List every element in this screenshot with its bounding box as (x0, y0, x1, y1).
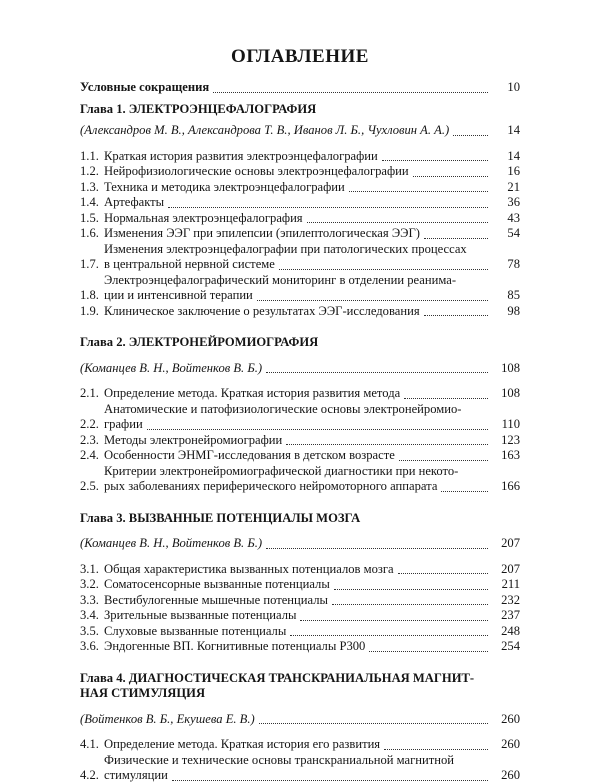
entry-body (104, 402, 520, 433)
entry-text: Техника и методика электроэнцефалографии (104, 179, 345, 194)
dot-leader (172, 780, 488, 781)
spacer (80, 376, 520, 386)
entry-body (104, 149, 520, 165)
entry-line (104, 402, 520, 418)
entry-body (104, 211, 520, 227)
entry-number: 2.5. (80, 479, 99, 493)
chapter-authors[interactable] (80, 123, 520, 139)
entry-text: Зрительные вызванные потенциалы (104, 608, 297, 622)
entry-line (104, 180, 520, 196)
entry-line (104, 464, 520, 480)
spacer (80, 495, 520, 511)
entry-line (104, 737, 520, 753)
entry-line (104, 195, 520, 211)
toc-entry[interactable] (80, 226, 520, 242)
toc-entry[interactable] (80, 433, 520, 449)
chapter-block (80, 495, 520, 655)
entry-text: Общая характеристика вызванных потенциалов мозга (104, 561, 394, 576)
dot-leader (404, 398, 488, 399)
page-number: 54 (507, 226, 520, 240)
page-number: 98 (507, 303, 520, 318)
toc-entry[interactable] (80, 242, 520, 273)
authors-text: (Команцев В. Н., Войтенков В. Б.) (80, 536, 263, 550)
entry-text: Электроэнцефалографический мониторинг в отделении реанима- (104, 272, 457, 287)
entry-number: 2.2. (80, 417, 99, 431)
dot-leader (424, 315, 488, 316)
entry-number: 2.4. (80, 448, 99, 462)
entry-text: Эндогенные ВП. Когнитивные потенциалы Р300 (104, 639, 366, 653)
dot-leader (279, 269, 488, 270)
dot-leader (334, 589, 488, 590)
entry-line (104, 624, 520, 640)
chapter-block (80, 319, 520, 495)
spacer (80, 319, 520, 335)
page-number: 260 (501, 737, 520, 751)
toc-entry[interactable] (80, 448, 520, 464)
page-title: ОГЛАВЛЕНИЕ (231, 46, 369, 67)
entry-text: Изменения ЭЭГ при эпилепсии (эпилептологическая ЭЭГ) (104, 226, 420, 240)
entry-line (104, 479, 520, 495)
page-number: 110 (501, 417, 520, 431)
page-number: 248 (501, 623, 520, 638)
page-number: 78 (507, 257, 520, 271)
entry-text: Анатомические и патофизиологические основы электронейромио- (104, 401, 462, 416)
chapter-block (80, 96, 520, 320)
toc-abbreviations-label: Условные сокращения (80, 80, 210, 94)
entry-number: 1.8. (80, 288, 99, 302)
dot-leader (441, 491, 488, 492)
entry-line (104, 226, 520, 242)
entry-number: 1.6. (80, 226, 99, 240)
page-number: 14 (507, 148, 520, 163)
entry-text: Краткая история развития электроэнцефалографии (104, 148, 378, 163)
dot-leader (266, 372, 488, 373)
toc-entry[interactable] (80, 402, 520, 433)
entry-text: стимуляции (104, 768, 168, 782)
entry-line (104, 257, 520, 273)
chapter-heading[interactable]: Глава 2. ЭЛЕКТРОНЕЙРОМИОГРАФИЯ (80, 335, 319, 349)
dot-leader (266, 548, 488, 549)
entry-number: 1.2. (80, 164, 99, 178)
page-number: 207 (501, 536, 520, 550)
entry-body (104, 180, 520, 196)
entry-body (104, 639, 520, 655)
entry-text: Соматосенсорные вызванные потенциалы (104, 577, 330, 591)
chapter-authors[interactable] (80, 536, 520, 552)
entry-text: Нормальная электроэнцефалография (104, 210, 303, 225)
entry-text: Определение метода. Краткая история развития метода (104, 386, 401, 400)
page-number: 211 (501, 577, 520, 591)
dot-leader (286, 444, 488, 445)
toc-entry[interactable] (80, 593, 520, 609)
page-number: 108 (501, 360, 520, 375)
spacer (80, 139, 520, 149)
authors-text: (Команцев В. Н., Войтенков В. Б.) (80, 360, 263, 375)
authors-text: (Александров М. В., Александрова Т. В., Иванов Л. Б., Чухловин А. А.) (80, 123, 450, 137)
entry-number: 1.7. (80, 257, 99, 271)
toc-entry[interactable] (80, 164, 520, 180)
page-number: 43 (507, 210, 520, 225)
entry-body (104, 433, 520, 449)
dot-leader (213, 92, 488, 93)
toc-entry[interactable] (80, 639, 520, 655)
entry-line (104, 288, 520, 304)
page-number: 260 (501, 768, 520, 782)
dot-leader (398, 573, 488, 574)
entry-number: 1.3. (80, 179, 99, 194)
entry-body (104, 753, 520, 784)
entry-text: Определение метода. Краткая история его развития (104, 737, 381, 751)
page-number: 85 (507, 288, 520, 302)
spacer (80, 552, 520, 562)
entry-line (104, 768, 520, 784)
entry-number: 2.1. (80, 386, 99, 400)
dot-leader (384, 749, 488, 750)
entry-line (104, 211, 520, 227)
entry-line (104, 608, 520, 624)
dot-leader (424, 238, 488, 239)
chapter-authors[interactable] (80, 361, 520, 377)
entry-number: 3.2. (80, 577, 99, 591)
entry-body (104, 195, 520, 211)
entry-text: рых заболеваниях периферического нейромоторного аппарата (104, 479, 438, 493)
chapter-heading[interactable]: НАЯ СТИМУЛЯЦИЯ (80, 686, 206, 700)
page-number: 260 (501, 711, 520, 726)
dot-leader (349, 191, 488, 192)
entry-number: 2.3. (80, 432, 99, 447)
toc-entry[interactable] (80, 577, 520, 593)
entry-line (104, 304, 520, 320)
chapter-heading[interactable]: Глава 1. ЭЛЕКТРОЭНЦЕФАЛОГРАФИЯ (80, 101, 317, 116)
entry-line (104, 149, 520, 165)
dot-leader (399, 460, 488, 461)
page-number: 16 (507, 164, 520, 178)
entry-body (104, 737, 520, 753)
entry-text: Методы электронейромиографии (104, 432, 283, 447)
entry-text: графии (104, 417, 143, 431)
authors-text: (Войтенков В. Б., Екушева Е. В.) (80, 711, 255, 726)
entry-body (104, 226, 520, 242)
page-number: 254 (501, 639, 520, 653)
dot-leader (307, 222, 488, 223)
page-number: 108 (501, 386, 520, 400)
dot-leader (257, 300, 488, 301)
toc-entry[interactable] (80, 149, 520, 165)
entry-line (104, 273, 520, 289)
entry-line (104, 577, 520, 593)
page-number: 10 (507, 80, 520, 94)
toc-abbreviations[interactable] (80, 80, 520, 96)
entry-body (104, 304, 520, 320)
entry-number: 1.5. (80, 210, 99, 225)
entry-line (104, 448, 520, 464)
page-number: 14 (507, 123, 520, 137)
toc-entry[interactable] (80, 753, 520, 784)
page-number: 166 (501, 479, 520, 493)
entry-text: Слуховые вызванные потенциалы (104, 623, 287, 638)
entry-line (104, 417, 520, 433)
toc-entry[interactable] (80, 608, 520, 624)
entry-body (104, 593, 520, 609)
entry-line (104, 433, 520, 449)
dot-leader (290, 635, 488, 636)
toc-entry[interactable] (80, 464, 520, 495)
page-number: 232 (501, 592, 520, 607)
chapter-heading[interactable]: Глава 4. ДИАГНОСТИЧЕСКАЯ ТРАНСКРАНИАЛЬНАЯ МАГНИТ- (80, 670, 475, 685)
entry-line (104, 386, 520, 402)
toc-entry[interactable] (80, 737, 520, 753)
dot-leader (413, 176, 488, 177)
entry-body (104, 273, 520, 304)
spacer (80, 351, 520, 361)
entry-body (104, 577, 520, 593)
entry-text: Критерии электронейромиографической диагностики при некото- (104, 463, 459, 478)
dot-leader (369, 651, 488, 652)
entry-number: 3.3. (80, 592, 99, 607)
chapter-block (80, 655, 520, 784)
entry-line (104, 639, 520, 655)
toc-entry[interactable] (80, 180, 520, 196)
dot-leader (259, 723, 488, 724)
page-number: 163 (501, 448, 520, 462)
entry-number: 3.4. (80, 608, 99, 622)
entry-text: Изменения электроэнцефалографии при патологических процессах (104, 241, 467, 256)
spacer (80, 727, 520, 737)
entry-line (104, 164, 520, 180)
entry-body (104, 464, 520, 495)
entry-body (104, 242, 520, 273)
chapter-authors[interactable] (80, 712, 520, 728)
toc-entry[interactable] (80, 386, 520, 402)
entry-line (104, 753, 520, 769)
entry-number: 1.9. (80, 303, 99, 318)
entry-line (104, 242, 520, 258)
dot-leader (332, 604, 488, 605)
entry-number: 3.1. (80, 561, 99, 576)
entry-body (104, 386, 520, 402)
toc-entry[interactable] (80, 211, 520, 227)
entry-line (104, 562, 520, 578)
spacer (80, 526, 520, 536)
entry-text: Артефакты (104, 195, 165, 209)
page-number: 237 (501, 608, 520, 622)
chapter-heading[interactable]: Глава 3. ВЫЗВАННЫЕ ПОТЕНЦИАЛЫ МОЗГА (80, 510, 361, 525)
spacer (80, 655, 520, 671)
dot-leader (382, 160, 488, 161)
toc-entry[interactable] (80, 624, 520, 640)
entry-number: 1.1. (80, 148, 99, 163)
toc-entry[interactable] (80, 304, 520, 320)
toc-entry[interactable] (80, 273, 520, 304)
entry-body (104, 562, 520, 578)
dot-leader (453, 135, 488, 136)
entry-number: 3.5. (80, 623, 99, 638)
entry-number: 3.6. (80, 639, 99, 653)
entry-text: ции и интенсивной терапии (104, 288, 253, 302)
page-number: 207 (501, 561, 520, 576)
entry-number: 4.1. (80, 737, 99, 751)
entry-number: 4.2. (80, 768, 99, 782)
entry-text: в центральной нервной системе (104, 257, 275, 271)
entry-text: Физические и технические основы транскраниальной магнитной (104, 752, 455, 767)
entry-body (104, 448, 520, 464)
dot-leader (300, 620, 488, 621)
chapter-list (80, 96, 520, 784)
dot-leader (147, 429, 488, 430)
entry-body (104, 164, 520, 180)
entry-text: Особенности ЭНМГ-исследования в детском возрасте (104, 448, 395, 462)
page-number: 36 (507, 195, 520, 209)
entry-line (104, 593, 520, 609)
toc-entry[interactable] (80, 195, 520, 211)
entry-body (104, 624, 520, 640)
dot-leader (168, 207, 488, 208)
entry-number: 1.4. (80, 195, 99, 209)
entry-text: Вестибулогенные мышечные потенциалы (104, 592, 328, 607)
spacer (80, 702, 520, 712)
entry-text: Клиническое заключение о результатах ЭЭГ-исследования (104, 303, 420, 318)
toc-entry[interactable] (80, 562, 520, 578)
page-number: 123 (501, 432, 520, 447)
entry-body (104, 608, 520, 624)
page-number: 21 (507, 179, 520, 194)
entry-text: Нейрофизиологические основы электроэнцефалографии (104, 164, 409, 178)
